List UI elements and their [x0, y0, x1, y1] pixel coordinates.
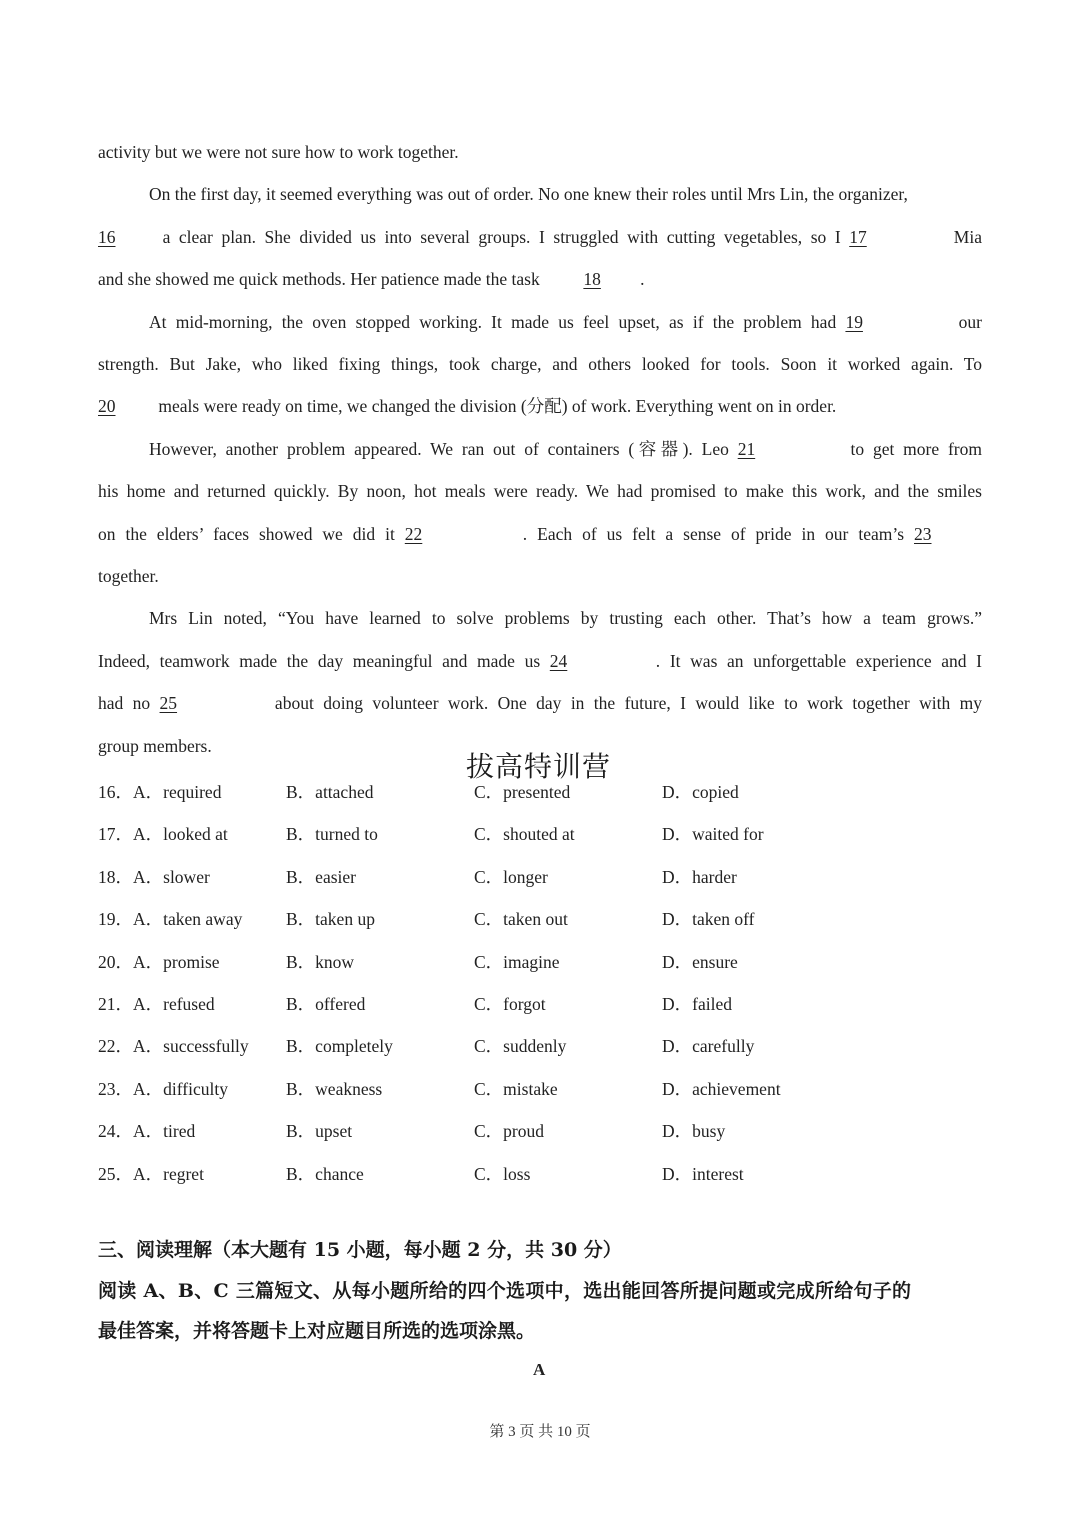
option-a: 23．A．difficulty	[98, 1078, 228, 1099]
option-b: B．weakness	[286, 1078, 383, 1099]
option-d: D．waited for	[662, 824, 764, 845]
passage-line	[98, 227, 982, 269]
option-b: B．attached	[286, 782, 374, 802]
option-a: 24．A．tired	[98, 1121, 196, 1142]
option-b: B．completely	[286, 1036, 393, 1057]
blank-25: 25	[159, 693, 178, 714]
section-instruction: 最佳答案，并将答题卡上对应题目所选的选项涂黑。	[98, 1320, 536, 1342]
question-number: 19．	[98, 909, 133, 930]
question-number: 21．	[98, 993, 133, 1014]
option-c: C．forgot	[474, 993, 546, 1014]
option-d: D．interest	[662, 1163, 744, 1184]
option-d: D．failed	[662, 993, 732, 1014]
section-title: 三、阅读理解（本大题有 15 小题，每小题 2 分，共 30 分）	[98, 1239, 622, 1261]
section-instruction: 阅读 A、B、C 三篇短文、从每小题所给的四个选项中，选出能回答所提问题或完成所给句子的	[98, 1280, 912, 1302]
passage-line	[98, 269, 982, 311]
option-a: 19．A．taken away	[98, 909, 243, 930]
passage-line: activity but we were not sure how to work together.	[98, 142, 459, 162]
option-a: 22．A．successfully	[98, 1036, 249, 1057]
passage-line	[98, 524, 982, 566]
passage-text: Indeed, teamwork made the day meaningful and made us	[98, 650, 550, 671]
question-number: 25．	[98, 1163, 133, 1184]
option-c: C．proud	[474, 1121, 544, 1142]
blank-23: 23	[914, 523, 932, 544]
blank-24: 24	[549, 650, 568, 671]
option-b: B．taken up	[286, 909, 375, 930]
passage-text: and she showed me quick methods. Her patience made the task	[98, 269, 545, 290]
blank-18: 18	[583, 269, 601, 290]
option-c: C．taken out	[474, 909, 568, 930]
blank-19: 19	[845, 311, 863, 332]
passage-text: about doing volunteer work. One day in the future, I would like to work together with my	[265, 693, 982, 714]
passage-text: Mia	[945, 226, 982, 247]
option-c: C．mistake	[474, 1078, 558, 1099]
passage-line: together.	[98, 566, 159, 586]
passage-text: .	[640, 269, 645, 290]
option-a: 16．A．required	[98, 782, 222, 802]
option-d: D．busy	[662, 1121, 726, 1142]
option-b: B．upset	[286, 1121, 353, 1142]
blank-17: 17	[849, 226, 867, 247]
option-c: C．suddenly	[474, 1036, 567, 1057]
passage-text: a clear plan. She divided us into several groups. I struggled with cutting vegetables, so I	[154, 226, 850, 247]
passage-line: Mrs Lin noted, “You have learned to solve problems by trusting each other. That’s how a team grows.”	[149, 608, 982, 629]
option-d: D．ensure	[662, 951, 738, 972]
option-c: C．presented	[474, 782, 571, 802]
option-a: 17．A．looked at	[98, 824, 228, 845]
passage-line	[98, 651, 982, 693]
passage-line: On the first day, it seemed everything was out of order. No one knew their roles until Mrs Lin, the organizer,	[149, 184, 908, 205]
question-number: 16．	[98, 782, 133, 802]
option-b: B．know	[286, 951, 355, 972]
watermark-text: 拔高特训营	[466, 750, 612, 783]
passage-text: At mid-morning, the oven stopped working. It made us feel upset, as if the problem had	[149, 311, 846, 332]
option-d: D．taken off	[662, 909, 755, 930]
question-number: 20．	[98, 951, 133, 972]
option-c: C．longer	[474, 866, 548, 887]
option-a: 18．A．slower	[98, 866, 210, 887]
blank-21: 21	[737, 438, 756, 459]
option-b: B．easier	[286, 866, 356, 887]
question-number: 22．	[98, 1036, 133, 1057]
passage-text: had no	[98, 693, 160, 714]
question-number: 17．	[98, 824, 133, 845]
passage-text: to get more from	[841, 438, 982, 459]
passage-text: on the elders’ faces showed we did it	[98, 523, 405, 544]
passage-text: our	[949, 311, 982, 332]
option-c: C．imagine	[474, 951, 560, 972]
passage-line: his home and returned quickly. By noon, hot meals were ready. We had promised to make this work, and the smiles	[98, 481, 982, 502]
page-footer: 第 3 页 共 10 页	[489, 1424, 591, 1440]
option-a: 20．A．promise	[98, 951, 220, 972]
part-label: A	[533, 1360, 546, 1379]
passage-line: group members.	[98, 735, 212, 756]
passage-text: . Each of us felt a sense of pride in our team’s	[522, 523, 914, 544]
passage-text: . It was an unforgettable experience and I	[655, 650, 982, 671]
passage-line	[98, 396, 982, 438]
option-d: D．copied	[662, 782, 739, 802]
option-c: C．shouted at	[474, 824, 575, 845]
option-d: D．harder	[662, 866, 737, 887]
option-b: B．turned to	[286, 824, 378, 845]
passage-line	[98, 312, 982, 354]
option-c: C．loss	[474, 1163, 531, 1184]
passage-text: meals were ready on time, we changed the division (分配) of work. Everything went on in order.	[154, 396, 837, 417]
option-d: D．carefully	[662, 1036, 755, 1057]
option-b: B．chance	[286, 1163, 364, 1184]
passage-line	[98, 439, 982, 481]
question-number: 24．	[98, 1121, 133, 1142]
passage-line	[98, 693, 982, 735]
question-number: 23．	[98, 1078, 133, 1099]
passage-line: strength. But Jake, who liked fixing things, took charge, and others looked for tools. Soon it worked again. To	[98, 354, 982, 374]
blank-20: 20	[98, 396, 116, 417]
option-a: 25．A．regret	[98, 1163, 204, 1184]
question-number: 18．	[98, 866, 133, 887]
option-a: 21．A．refused	[98, 993, 215, 1014]
option-b: B．offered	[286, 993, 366, 1014]
passage-text: However, another problem appeared. We ran out of containers (容器). Leo	[149, 438, 738, 459]
option-d: D．achievement	[662, 1078, 781, 1099]
blank-22: 22	[404, 523, 423, 544]
blank-16: 16	[98, 226, 116, 247]
